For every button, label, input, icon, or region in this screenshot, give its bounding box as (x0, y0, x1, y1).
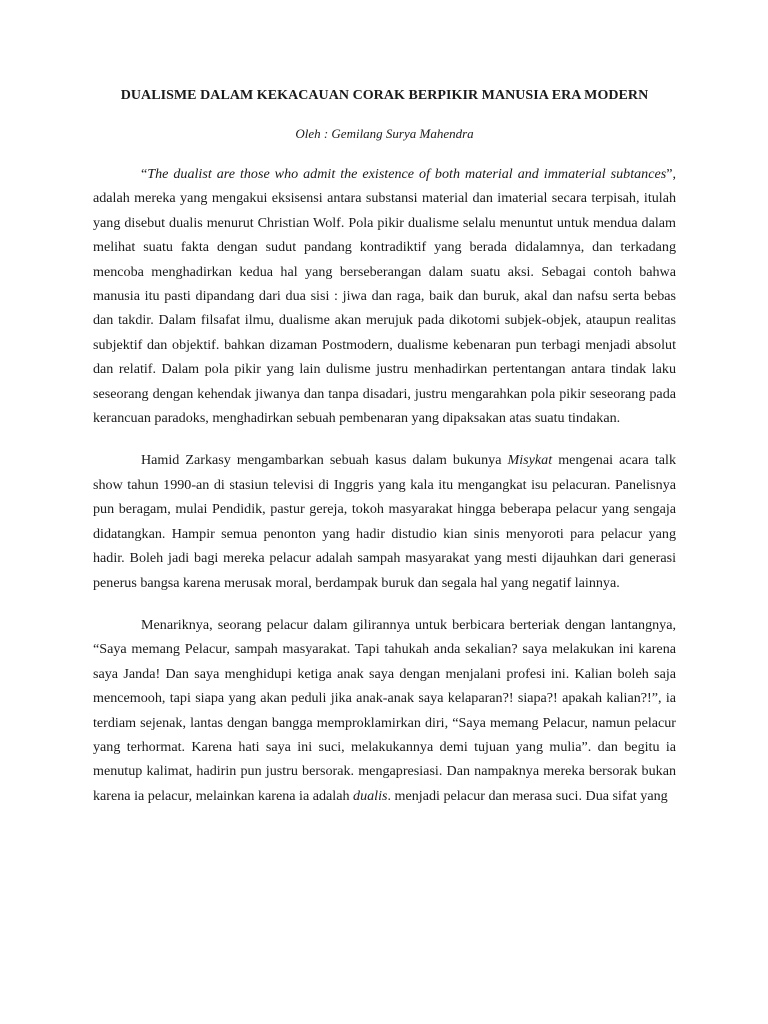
paragraph-1 (93, 162, 676, 430)
paragraph-3-text-after: . menjadi pelacur dan merasa suci. Dua sifat yang (387, 787, 668, 804)
paragraph-2-text-after: mengenai acara talk show tahun 1990-an di stasiun televisi di Inggris yang kala itu mengangkat isu pelacuran. Panelisnya pun beragam, mulai Pendidik, pastur gereja, tokoh masyarakat hingga beberapa pelacur yang sengaja didatangkan. Hampir semua penonton yang hadir distudio kian sinis menyoroti para pelacur yang hadir. Boleh jadi bagi mereka pelacur adalah sampah masyarakat yang mesti dijauhkan dari generasi penerus bangsa karena merusak moral, berdampak buruk dan segala hal yang negatif lainnya. (93, 452, 676, 591)
paragraph-3 (93, 613, 676, 808)
document-body (93, 162, 676, 808)
author-byline: Oleh : Gemilang Surya Mahendra (295, 126, 474, 141)
open-quote: “ (141, 166, 148, 182)
italic-dualis: dualis (353, 787, 388, 804)
document-title: DUALISME DALAM KEKACAUAN CORAK BERPIKIR MANUSIA ERA MODERN (120, 88, 649, 103)
paragraph-2 (93, 448, 676, 594)
paragraph-1-text: adalah mereka yang mengakui eksisensi antara substansi material dan imaterial secara terpisah, itulah yang disebut dualis menurut Christian Wolf. Pola pikir dualisme selalu menuntut untuk mendua dalam melihat suatu fakta dengan sudut pandang kontradiktif yang berada didalamnya, dan terkadang mencoba menghadirkan kedua hal yang berseberangan dalam suatu aksi. Sebagai contoh bahwa manusia itu pasti dipandang dari dua sisi : jiwa dan raga, baik dan buruk, akal dan nafsu serta bebas dan takdir. Dalam filsafat ilmu, dualisme akan merujuk pada dikotomi subjek-objek, ataupun realitas subjektif dan objektif. bahkan dizaman Postmodern, dualisme kebenaran pun terbagi menjadi absolut dan relatif. Dalam pola pikir yang lain dulisme justru menhadirkan pertentangan antara tindak laku seseorang dengan kehendak jiwanya dan tanpa disadari, justru mengarahkan pola pikir seseorang pada kerancuan paradoks, menghadirkan sebuah pembenaran yang dipaksakan atas suatu tindakan. (93, 190, 676, 427)
book-title-misykat: Misykat (507, 452, 553, 469)
close-quote: ”, (666, 166, 676, 182)
paragraph-2-text-before: Hamid Zarkasy mengambarkan sebuah kasus dalam bukunya (141, 452, 508, 469)
paragraph-3-text-before: Menariknya, seorang pelacur dalam gilirannya untuk berbicara berteriak dengan lantangnya, “Saya memang Pelacur, sampah masyarakat. Tapi tahukah anda sekalian? saya melakukan ini karena saya Janda! Dan saya menghidupi ketiga anak saya dengan menjalani profesi ini. Kalian boleh saja mencemooh, tapi siapa yang akan peduli jika anak-anak saya kelaparan?! siapa?! apakah kalian?!”, ia terdiam sejenak, lantas dengan bangga memproklamirkan diri, “Saya memang Pelacur, namun pelacur yang terhormat. Karena hati saya ini suci, melakukannya demi tujuan yang mulia”. dan begitu ia menutup kalimat, hadirin pun justru bersorak. mengapresiasi. Dan nampaknya mereka bersorak bukan karena ia pelacur, melainkan karena ia adalah (93, 616, 676, 804)
dualist-quote: The dualist are those who admit the existence of both material and immaterial subtances (147, 166, 667, 182)
